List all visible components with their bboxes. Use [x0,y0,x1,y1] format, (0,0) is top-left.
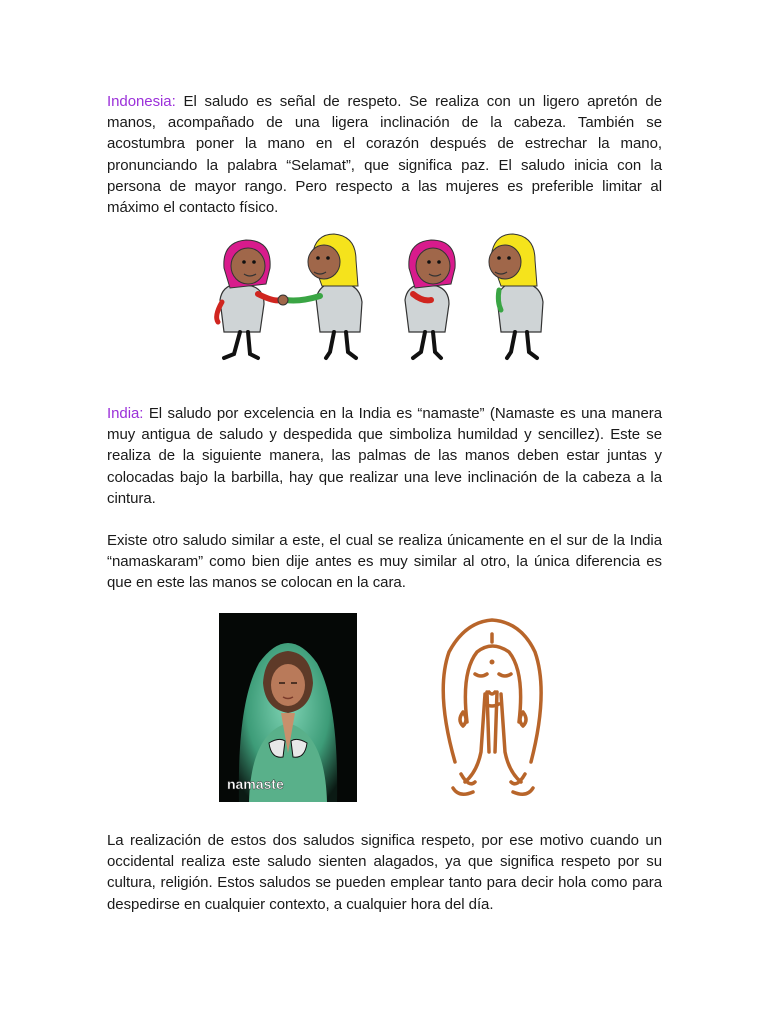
handshake-greeting-illustration [200,228,382,364]
indonesia-heading: Indonesia: [107,93,176,110]
conclusion-paragraph: La realización de estos dos saludos significa respeto, por ese motivo cuando un occidental realiza este saludo sienten alagados, ya que significa respeto por su cultura, religión. Estos saludos se pueden emplear tanto para decir hola como para despedirse en cualquier contexto, a cualquier hora del día. [107,832,662,913]
namaste-caption: namaste [227,776,284,792]
namaste-photo [219,613,357,802]
bow-greeting-illustration [393,228,553,364]
india-heading: India: [107,405,144,422]
india-text: El saludo por excelencia en la India es “namaste” (Namaste es una manera muy antigua de saludo y despedida que simboliza humildad y sencillez). Este se realiza de la siguiente manera, las palmas de las manos deben estar juntas y colocadas bajo la barbilla, hay que realizar una leve inclinación de la cabeza a la cintura. [107,405,662,507]
india-paragraph [107,403,662,509]
woman-pink-scarf [217,240,280,358]
namaste-line-drawing [425,612,559,804]
woman-yellow-scarf [278,234,362,358]
woman-yellow-scarf-bowing [489,234,543,358]
indonesia-text: El saludo es señal de respeto. Se realiza con un ligero apretón de manos, acompañado de una ligera inclinación de la cabeza. También se acostumbra poner la mano en el corazón después de estrechar la mano, pronunciando la palabra “Selamat”, que significa paz. El saludo inicia con la persona de mayor rango. Pero respecto a las mujeres es preferible limitar al máximo el contacto físico. [107,93,662,217]
woman-pink-scarf-bowing [405,240,455,358]
namaskaram-paragraph: Existe otro saludo similar a este, el cual se realiza únicamente en el sur de la India “namaskaram” como bien dije antes es muy similar al otro, la única diferencia es que en este las manos se colocan en la cara. [107,532,662,592]
indonesia-paragraph [107,91,662,218]
